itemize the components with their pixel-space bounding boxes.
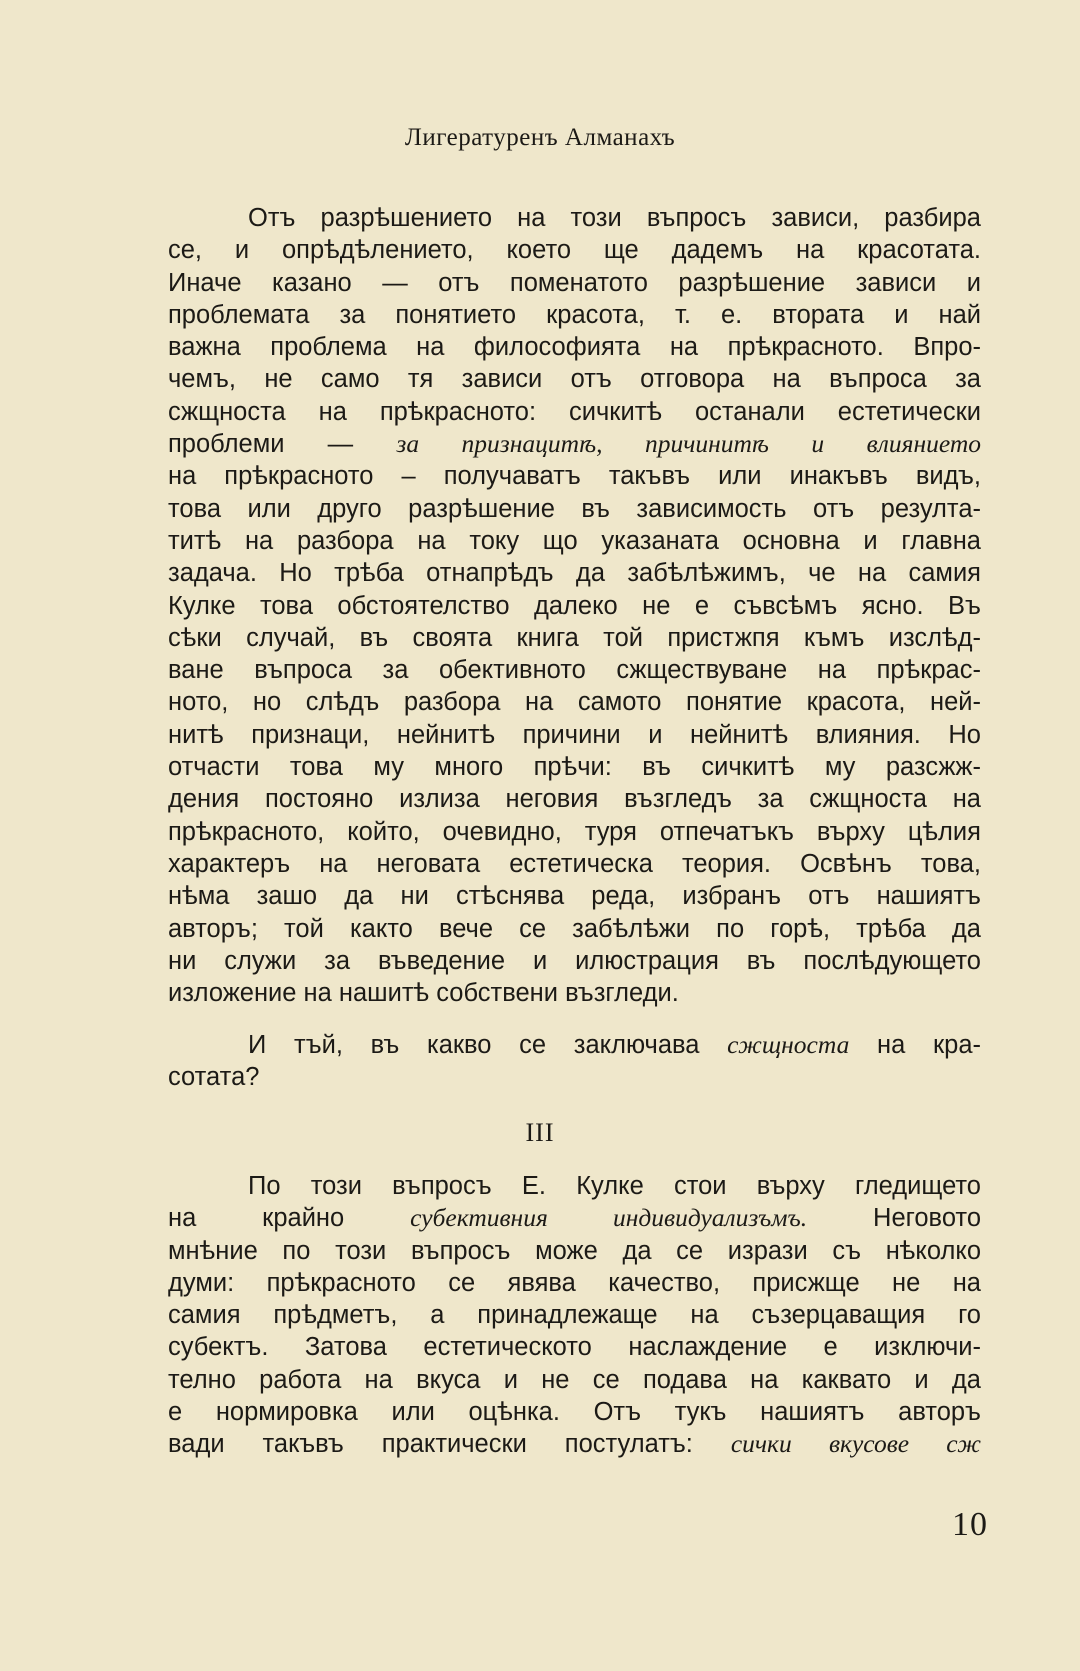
text-line: се, и опрѣдѣлението, което ще дадемъ на красотата. — [168, 236, 981, 265]
text-line: прѣкрасното, който, очевидно, туря отпечатъкъ върху цѣлия — [168, 817, 981, 846]
text-run: И тъй, въ какво се заключава — [248, 1031, 728, 1059]
text-line — [168, 428, 981, 460]
text-line: нѣма зашо да ни стѣснява реда, избранъ отъ нашиятъ — [168, 882, 981, 911]
text-line: субектъ. Затова естетическото наслаждение е изключи- — [168, 1333, 981, 1362]
text-run: Неговото — [807, 1204, 982, 1233]
text-line: Иначе казано — отъ поменатото разрѣшение зависи и — [168, 268, 981, 297]
text-line — [168, 1428, 981, 1460]
text-line: По този въпросъ Е. Кулке стои върху гледището — [248, 1172, 981, 1200]
text-line: изложение на нашитѣ собствени възгледи. — [168, 979, 679, 1008]
text-line: Кулке това обстоятелство далеко не е съвсѣмъ ясно. Въ — [168, 591, 981, 620]
text-line: на прѣкрасното – получаватъ такъвъ или инакъвъ видъ, — [168, 462, 981, 491]
text-line: нитѣ признаци, нейнитѣ причини и нейнитѣ влияния. Но — [168, 720, 981, 749]
emphasized-text: за признацитѣ, причинитѣ и влиянието — [396, 429, 981, 459]
emphasized-text: субективния индивидуализъмъ. — [410, 1203, 808, 1233]
text-line: дения постояно излиза неговия възгледъ за сжщноста на — [168, 785, 981, 814]
text-line: сѣки случай, въ своята книга той пристжпя къмъ изслѣд- — [168, 623, 981, 652]
page-number: 10 — [952, 1506, 988, 1543]
paragraph-1 — [168, 202, 981, 1009]
text-line: сотата? — [168, 1063, 260, 1092]
text-line: важна проблема на философията на прѣкрасното. Впро- — [168, 333, 981, 362]
text-run: на крайно — [168, 1204, 411, 1233]
text-line: титѣ на разбора на току що указаната основна и главна — [168, 526, 981, 555]
text-line: ване въпроса за обективното сжществуване на прѣкрас- — [168, 656, 981, 685]
text-line — [168, 1202, 981, 1234]
text-line: сжщноста на прѣкрасното: сичкитѣ останали естетически — [168, 397, 981, 426]
text-line: Отъ разрѣшението на този въпросъ зависи, разбира — [248, 204, 981, 232]
text-line: ното, но слѣдъ разбора на самото понятие красота, ней- — [168, 688, 981, 717]
text-line: отчасти това му много прѣчи: въ сичкитѣ му разсжж- — [168, 753, 981, 782]
paragraph-3 — [168, 1170, 981, 1461]
text-line: характеръ на неговата естетическа теория. Освѣнъ това, — [168, 849, 981, 878]
text-line: е нормировка или оцѣнка. Отъ тукъ нашиятъ авторъ — [168, 1398, 981, 1427]
emphasized-text: сички вкусове сж — [730, 1429, 982, 1459]
text-line — [168, 1029, 981, 1061]
text-line: това или друго разрѣшение въ зависимость отъ резулта- — [168, 494, 981, 523]
text-run: проблеми — — [168, 430, 397, 459]
text-line: ни служи за въведение и илюстрация въ послѣдующето — [168, 946, 981, 975]
text-line: самия прѣдметъ, а принадлежаще на съзерцаващия го — [168, 1301, 981, 1330]
text-line: телно работа на вкуса и не се подава на каквато и да — [168, 1365, 981, 1394]
text-line: думи: прѣкрасното се явява качество, присжще не на — [168, 1268, 981, 1297]
section-heading: III — [525, 1118, 555, 1147]
emphasized-text: сжщноста — [727, 1030, 850, 1059]
text-line: проблемата за понятието красота, т. е. втората и най — [168, 300, 981, 329]
paragraph-2 — [168, 1029, 981, 1094]
text-run: вади такъвъ практически постулатъ: — [168, 1430, 731, 1459]
text-line: чемъ, не само тя зависи отъ отговора на въпроса за — [168, 365, 981, 394]
text-line: авторъ; той както вече се забѣлѣжи по горѣ, трѣба да — [168, 914, 981, 943]
text-run: на кра- — [849, 1031, 981, 1059]
text-line: задача. Но трѣба отнапрѣдъ да забѣлѣжимъ, че на самия — [168, 559, 981, 588]
running-header: Лигературенъ Алманахъ — [404, 124, 676, 151]
text-line: мнѣние по този въпросъ може да се изрази съ нѣколко — [168, 1236, 981, 1265]
